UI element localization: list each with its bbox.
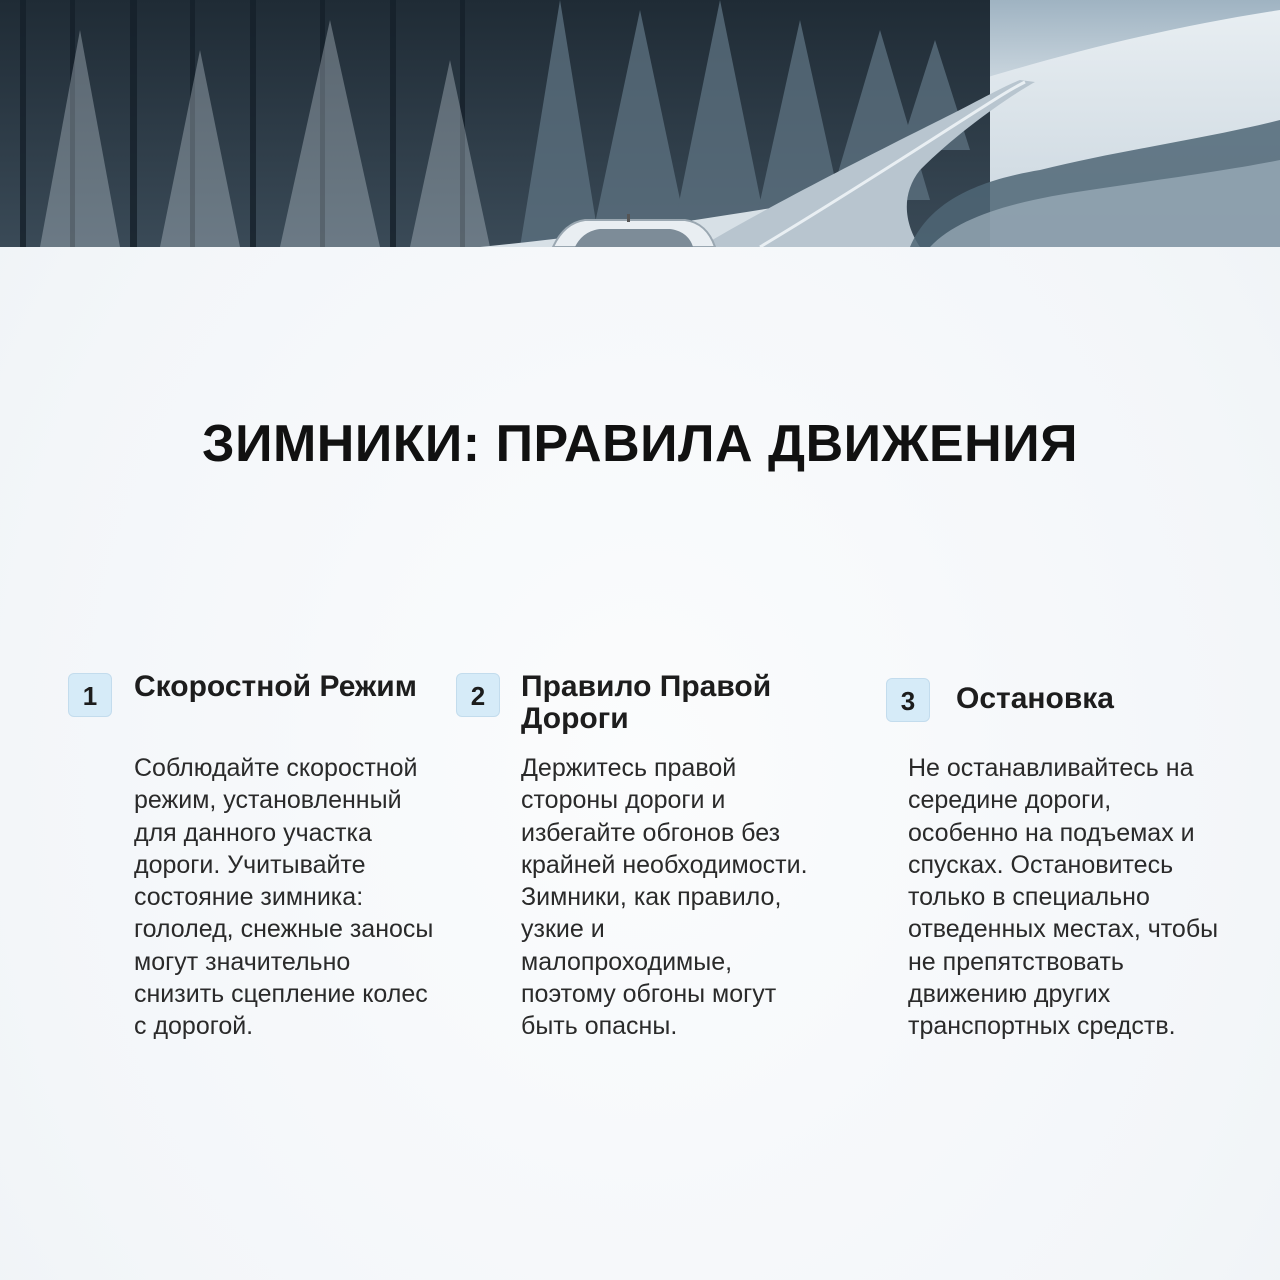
rule-title-right-side: Правило Правой Дороги: [521, 670, 772, 735]
rule-title-stopping: Остановка: [956, 682, 1114, 715]
rule-text-speed: Соблюдайте скоростной режим, установленный для данного участка дороги. Учитывайте состояние зимника: гололед, снежные заносы могут значительно снизить сцепление колес с дорогой.: [134, 754, 434, 1041]
rule-text-right-side: Держитесь правой стороны дороги и избегайте обгонов без крайней необходимости. Зимники, как правило, узкие и малопроходимые, поэтому обгоны могут быть опасны.: [521, 754, 808, 1041]
rule-number-badge-3: 3: [886, 678, 930, 722]
winter-road-banner-image: [0, 0, 1280, 247]
rule-text-stopping: Не останавливайтесь на середине дороги, особенно на подъемах и спусках. Остановитесь только в специально отведенных местах, чтобы не препятствовать движению других транспортных средств.: [908, 754, 1219, 1041]
rule-number-badge-1: 1: [68, 673, 112, 717]
rule-number-badge-2: 2: [456, 673, 500, 717]
page-title: ЗИМНИКИ: ПРАВИЛА ДВИЖЕНИЯ: [202, 415, 1078, 473]
winter-forest-illustration: [0, 0, 1280, 247]
rule-title-speed: Скоростной Режим: [134, 670, 417, 703]
